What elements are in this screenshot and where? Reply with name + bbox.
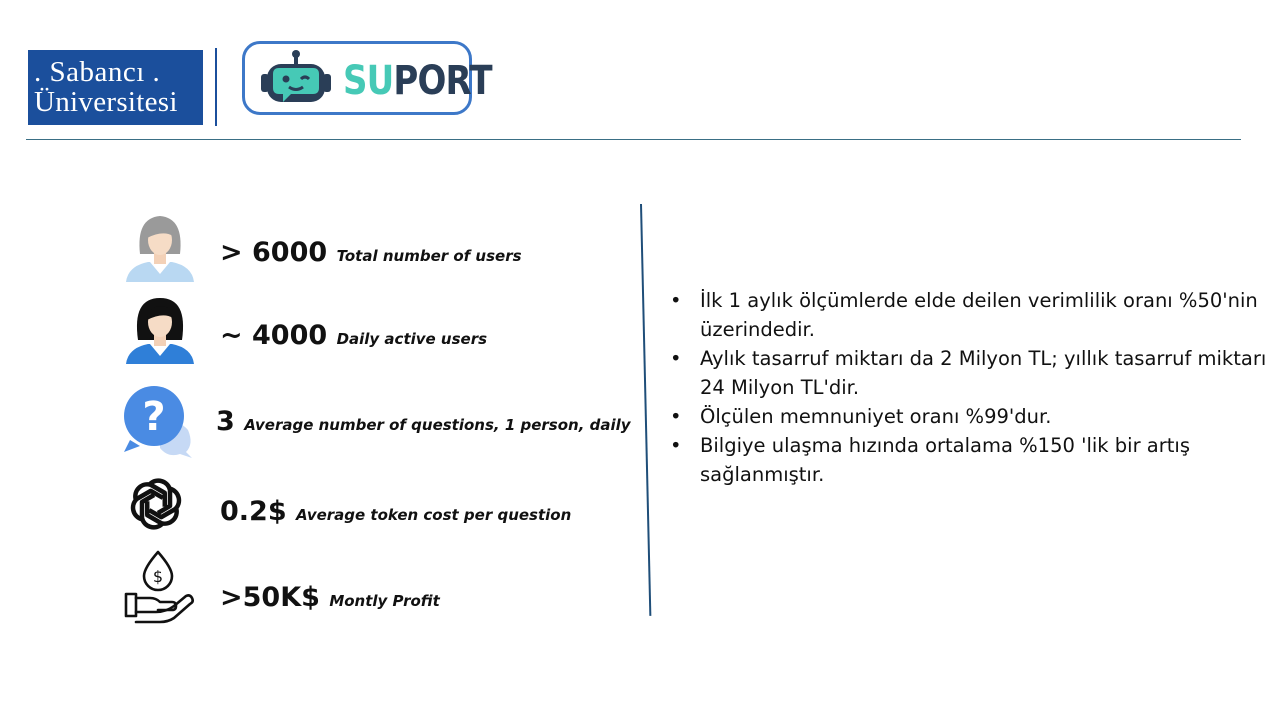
list-item: • Aylık tasarruf miktarı da 2 Milyon TL; yıllık tasarruf miktarı 24 Milyon TL'dir.: [670, 344, 1270, 402]
sabanci-logo-line1: . Sabancı .: [34, 56, 161, 88]
list-item: • Ölçülen memnuniyet oranı %99'dur.: [670, 402, 1270, 431]
list-item: • Bilgiye ulaşma hızında ortalama %150 'lik bir artış sağlanmıştır.: [670, 431, 1270, 489]
stat-value: 3: [216, 406, 235, 437]
stat-value: 0.2$: [220, 496, 287, 527]
robot-icon: [259, 48, 333, 112]
sabanci-logo: [28, 50, 203, 125]
stat-label: Average token cost per question: [296, 506, 572, 524]
stat-value: >50K$: [220, 582, 320, 613]
stat-value: > 6000: [220, 237, 328, 268]
svg-text:$: $: [152, 567, 164, 586]
stat-label: Total number of users: [336, 247, 522, 265]
suport-logo: [242, 41, 492, 115]
stat-label: Average number of questions, 1 person, daily: [244, 416, 631, 434]
column-divider: [640, 204, 651, 616]
stat-label: Montly Profit: [329, 592, 440, 610]
money-hand-icon: [120, 548, 200, 628]
stat-label: Daily active users: [336, 330, 488, 348]
stat-value: ~ 4000: [220, 320, 328, 351]
user-female-gray-icon: [120, 210, 200, 290]
suport-wordmark: SUPORT: [343, 58, 492, 104]
svg-text:?: ?: [142, 394, 166, 440]
question-bubble-icon: [120, 380, 200, 460]
results-list: [670, 286, 1270, 489]
logo-divider: [215, 48, 217, 126]
openai-logo-icon: [120, 466, 200, 546]
header-rule: [26, 139, 1241, 140]
sabanci-logo-line2: Üniversitesi: [34, 86, 178, 118]
user-female-dark-icon: [120, 292, 200, 372]
list-item: • İlk 1 aylık ölçümlerde elde deilen verimlilik oranı %50'nin üzerindedir.: [670, 286, 1270, 344]
